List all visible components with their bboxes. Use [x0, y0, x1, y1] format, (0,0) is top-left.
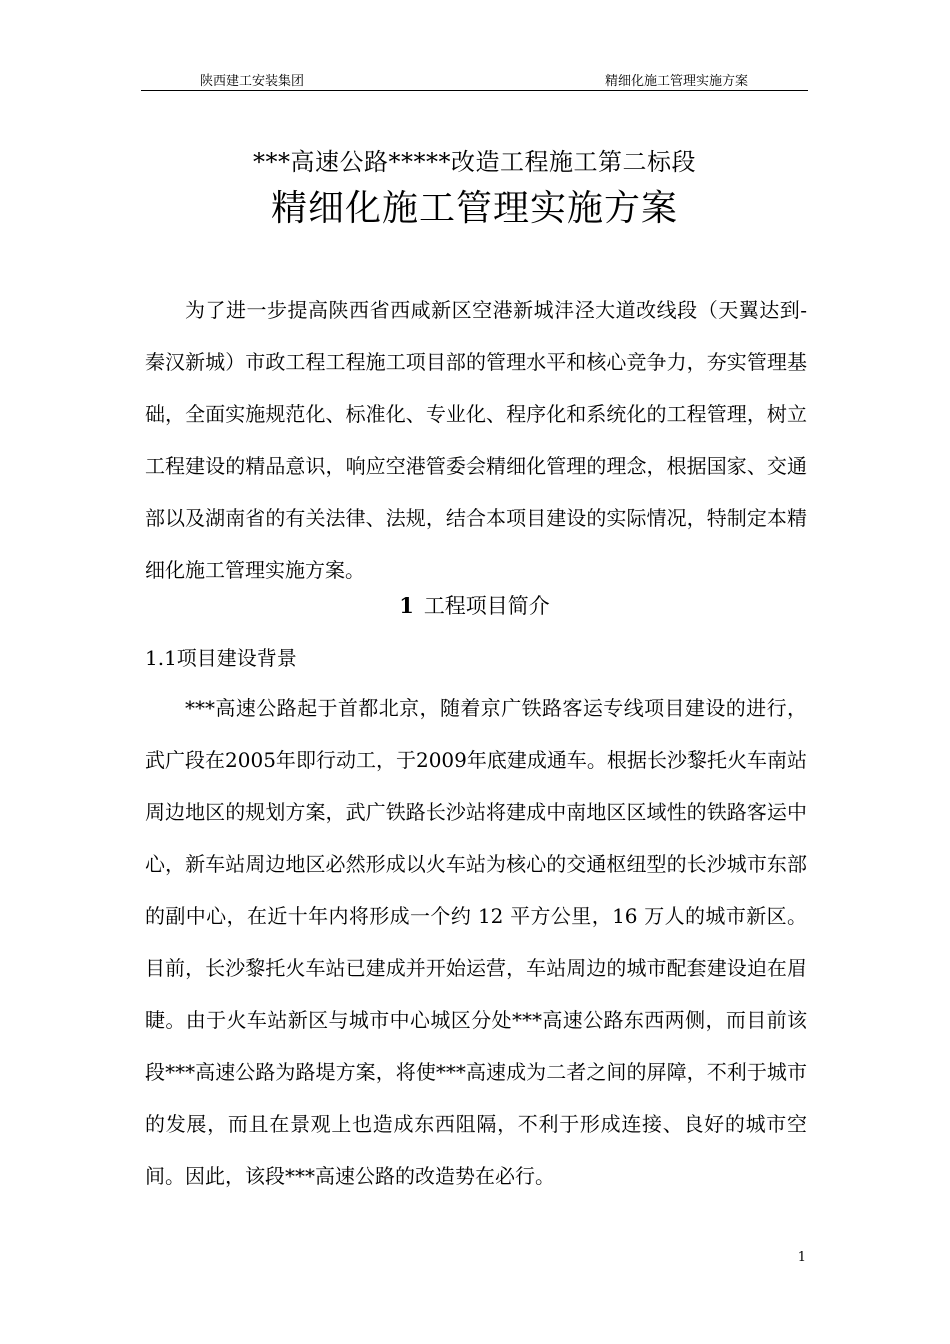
section-title: 工程项目简介 [423, 594, 550, 618]
header-company: 陕西建工安装集团 [200, 74, 305, 89]
page-number: 1 [797, 1250, 806, 1265]
section-number: 1 [399, 593, 414, 618]
subsection-heading: 1.1项目建设背景 [145, 646, 297, 670]
page-header [141, 68, 808, 91]
intro-paragraph: 为了进一步提高陕西省西咸新区空港新城沣泾大道改线段（天翼达到-秦汉新城）市政工程工程施工项目部的管理水平和核心竞争力，夯实管理基础，全面实施规范化、标准化、专业化、程序化和系统化的工程管理，树立工程建设的精品意识，响应空港管委会精细化管理的理念，根据国家、交通部以及湖南省的有关法律、法规，结合本项目建设的实际情况，特制定本精细化施工管理实施方案。 [145, 298, 807, 582]
document-title-line2: 精细化施工管理实施方案 [270, 188, 678, 229]
section-heading [141, 590, 808, 620]
document-title-line1: ***高速公路*****改造工程施工第二标段 [253, 148, 696, 176]
header-doc-title: 精细化施工管理实施方案 [604, 74, 748, 89]
background-paragraph: ***高速公路起于首都北京，随着京广铁路客运专线项目建设的进行，武广段在2005年即行动工，于2009年底建成通车。根据长沙黎托火车南站周边地区的规划方案，武广铁路长沙站将建成中南地区区域性的铁路客运中心，新车站周边地区必然形成以火车站为核心的交通枢纽型的长沙城市东部的副中心，在近十年内将形成一个约 12 平方公里，16 万人的城市新区。目前，长沙黎托火车站已建成并开始运营，车站周边的城市配套建设迫在眉睫。由于火车站新区与城市中心城区分处***高速公路东西两侧，而目前该段***高速公路为路堤方案，将使***高速成为二者之间的屏障，不利于城市的发展，而且在景观上也造成东西阻隔，不利于形成连接、良好的城市空间。因此，该段***高速公路的改造势在必行。 [145, 696, 807, 1188]
